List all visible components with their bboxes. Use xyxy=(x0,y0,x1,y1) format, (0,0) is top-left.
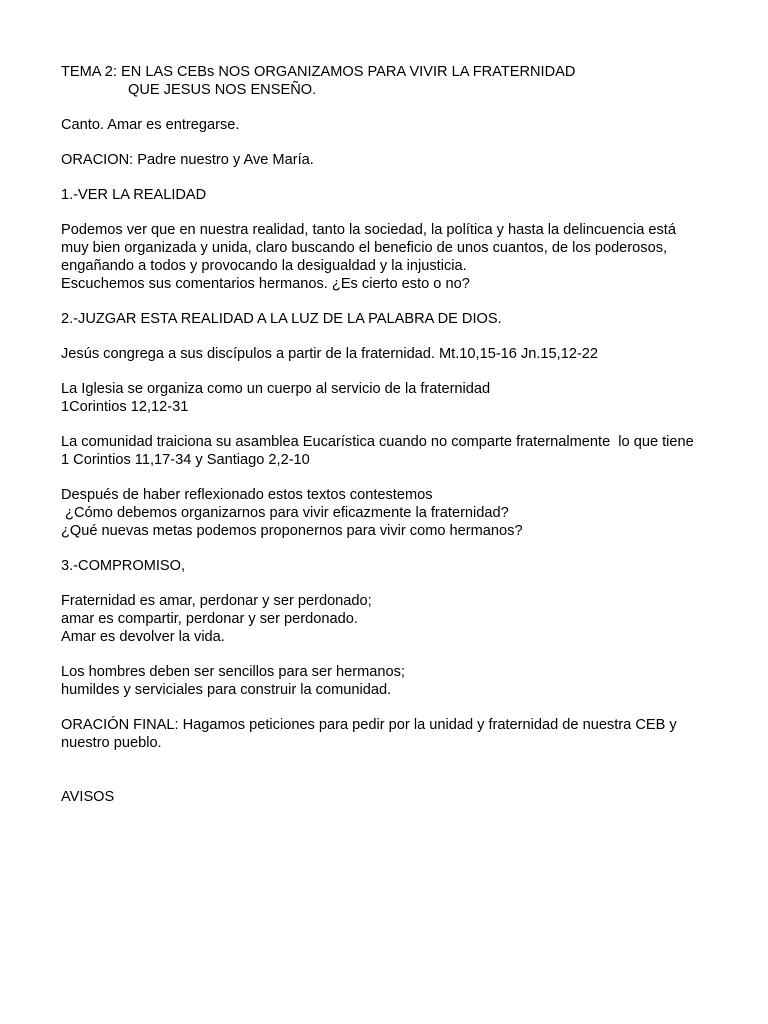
spacer xyxy=(61,540,731,557)
spacer xyxy=(61,328,731,345)
oracion-line: ORACION: Padre nuestro y Ave María. xyxy=(61,152,314,168)
section2-p3-line: La comunidad traiciona su asamblea Eucarística cuando no comparte fraternalmente lo que tiene xyxy=(61,434,694,450)
section2-p2-line: 1Corintios 12,12-31 xyxy=(61,399,189,415)
oracion-final-line: nuestro pueblo. xyxy=(61,735,162,751)
spacer xyxy=(61,469,731,486)
spacer xyxy=(61,169,731,186)
section3-p1-line: amar es compartir, perdonar y ser perdonado. xyxy=(61,611,358,627)
title-line-1: TEMA 2: EN LAS CEBs NOS ORGANIZAMOS PARA VIVIR LA FRATERNIDAD xyxy=(61,64,576,80)
section2-p1: Jesús congrega a sus discípulos a partir de la fraternidad. Mt.10,15-16 Jn.15,12-22 xyxy=(61,346,599,362)
section2-p4-line: ¿Qué nuevas metas podemos proponernos para vivir como hermanos? xyxy=(61,523,523,539)
oracion-final-line: ORACIÓN FINAL: Hagamos peticiones para pedir por la unidad y fraternidad de nuestra CEB y xyxy=(61,717,677,733)
spacer xyxy=(61,293,731,310)
section1-paragraph-line: engañando a todos y provocando la desigualdad y la injusticia. xyxy=(61,258,467,274)
document-body xyxy=(61,63,731,806)
section3-heading: 3.-COMPROMISO, xyxy=(61,558,186,574)
spacer xyxy=(61,646,731,663)
section3-p2-line: humildes y serviciales para construir la comunidad. xyxy=(61,682,392,698)
spacer xyxy=(61,752,731,788)
section2-p4-line: Después de haber reflexionado estos textos contestemos xyxy=(61,487,433,503)
spacer xyxy=(61,699,731,716)
spacer xyxy=(61,99,731,116)
section2-p4-line: ¿Cómo debemos organizarnos para vivir eficazmente la fraternidad? xyxy=(61,505,509,521)
section3-p1-line: Fraternidad es amar, perdonar y ser perdonado; xyxy=(61,593,372,609)
section3-p1-line: Amar es devolver la vida. xyxy=(61,629,225,645)
title-line-2: QUE JESUS NOS ENSEÑO. xyxy=(128,82,317,98)
spacer xyxy=(61,204,731,221)
avisos-line: AVISOS xyxy=(61,789,115,805)
section1-paragraph-line: muy bien organizada y unida, claro buscando el beneficio de unos cuantos, de los poderosos, xyxy=(61,240,668,256)
spacer xyxy=(61,134,731,151)
section2-heading: 2.-JUZGAR ESTA REALIDAD A LA LUZ DE LA PALABRA DE DIOS. xyxy=(61,311,502,327)
section2-p3-line: 1 Corintios 11,17-34 y Santiago 2,2-10 xyxy=(61,452,310,468)
canto-line: Canto. Amar es entregarse. xyxy=(61,117,240,133)
section1-heading: 1.-VER LA REALIDAD xyxy=(61,187,207,203)
spacer xyxy=(61,416,731,433)
spacer xyxy=(61,575,731,592)
section1-paragraph-line: Podemos ver que en nuestra realidad, tanto la sociedad, la política y hasta la delincuencia está xyxy=(61,222,676,238)
section1-paragraph-line: Escuchemos sus comentarios hermanos. ¿Es cierto esto o no? xyxy=(61,276,470,292)
spacer xyxy=(61,363,731,380)
section3-p2-line: Los hombres deben ser sencillos para ser hermanos; xyxy=(61,664,405,680)
section2-p2-line: La Iglesia se organiza como un cuerpo al servicio de la fraternidad xyxy=(61,381,491,397)
